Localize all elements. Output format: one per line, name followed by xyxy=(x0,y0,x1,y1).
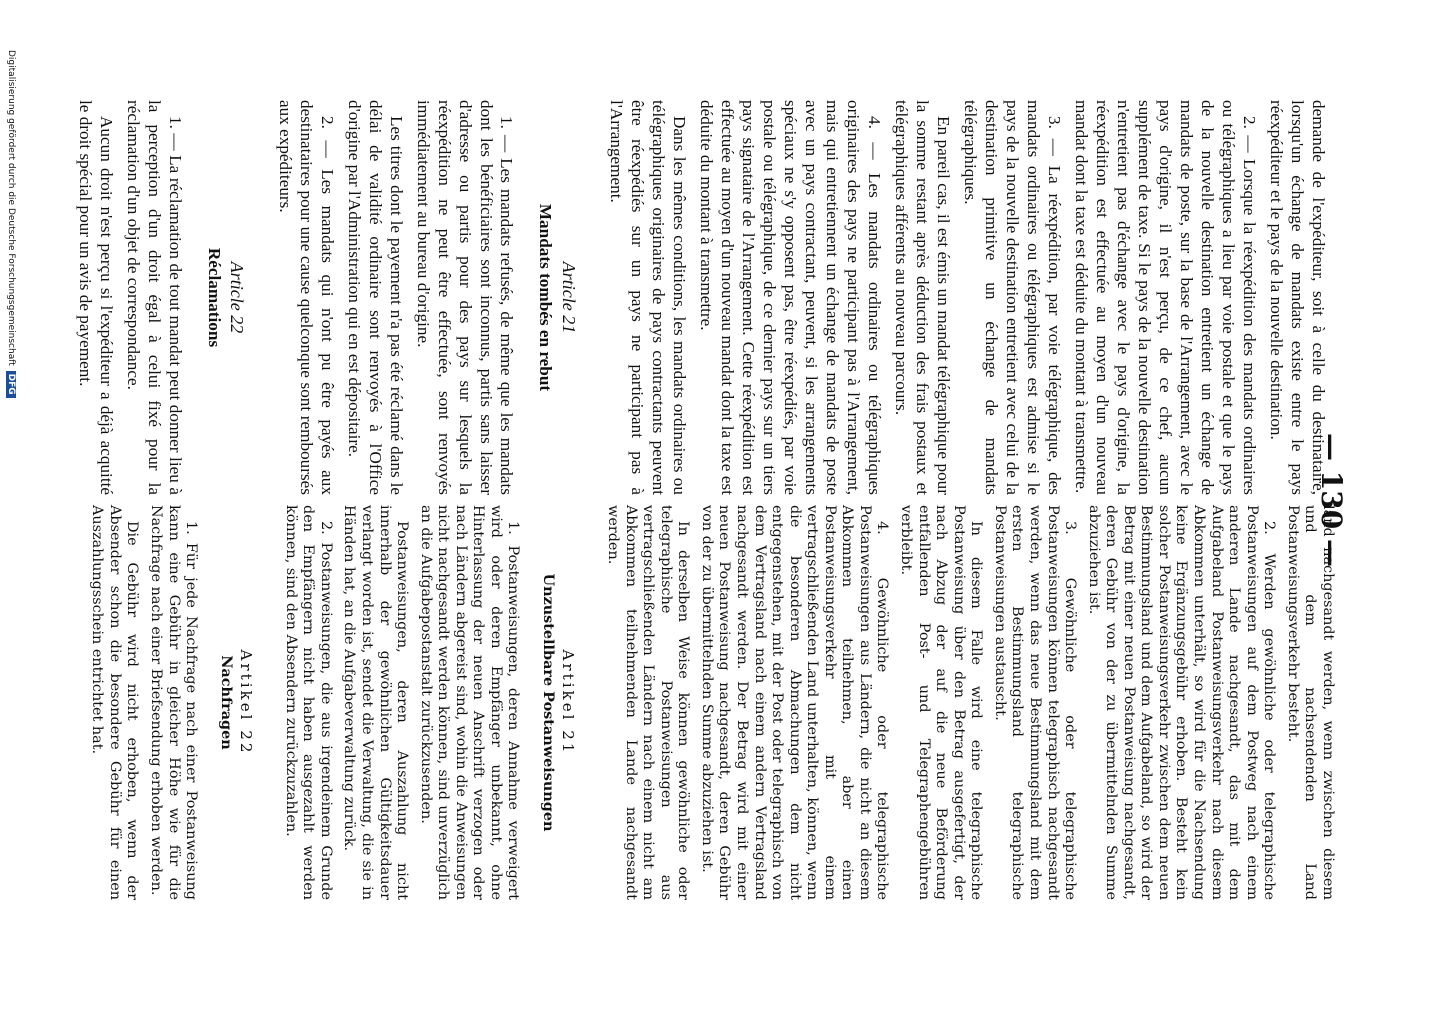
fr-article-21-title: Mandats tombés en rebut xyxy=(536,203,556,392)
fr-paragraph: 3. — La réexpédition, par voie télégraphique, des mandats ordinaires ou télégraphiques est admise si le pays de la nouvelle destination entretient avec celui de la destination primitive un échange de mandats télégraphiques. xyxy=(961,100,1065,495)
fr-article-21-heading: Article 21 xyxy=(558,261,579,334)
de-paragraph: 2. Werden gewöhnliche oder telegraphische Postanweisungen auf dem Postweg nach einem anderen Lande nachgesandt, das mit dem Aufgabeland Postanweisungsverkehr nach diesem Abkommen unterhält, so wird für die Nachsendung keine Ergänzungsgebühr erhoben. Besteht kein solcher Postanweisungsverkehr zwischen dem neuen Bestimmungsland und dem Aufgabeland, so wird der Betrag mit einer neuen Postanweisung nachgesandt, deren Gebühr von der zu übermittelnden Summe abzuziehen ist. xyxy=(1085,505,1278,900)
fr-article-22-heading: Article 22 xyxy=(226,261,247,334)
fr-paragraph: 1. — La réclamation de tout mandat peut donner lieu à la perception d'un droit égal à celui fixé pour la réclamation d'un objet de correspondance. xyxy=(123,100,185,495)
de-paragraph: 1. Für jede Nachfrage nach einer Postanweisung kann eine Gebühr in gleicher Höhe wie für die Nachfrage nach einer Briefsendung erhoben werden. xyxy=(148,505,200,900)
fr-paragraph: demande de l'expéditeur, soit à celle du destinataire, lorsqu'un échange de mandats existe entre le pays réexpéditeur et le pays de la nouvelle destination. xyxy=(1267,100,1328,495)
de-paragraph: 3. Gewöhnliche oder telegraphische Postanweisungen können telegraphisch nachgesandt werden, wenn das neue Bestimmungsland mit dem ersten Bestimmungsland telegraphische Postanweisungen austauscht. xyxy=(991,505,1079,900)
de-article-21-heading: Artikel 21 xyxy=(559,649,578,756)
fr-paragraph: 2. — Les mandats qui n'ont pu être payés aux destinataires pour une cause quelconque sont remboursés aux expéditeurs. xyxy=(275,100,337,495)
dfg-logo: DFG xyxy=(6,371,16,398)
credit-text: Digitalisierung gefördert durch die Deutsche Forschungsgemeinschaft xyxy=(6,50,16,366)
fr-paragraph: 2. — Lorsque la réexpédition des mandats ordinaires ou télégraphiques a lieu par voie postale et que le pays de la nouvelle destination entretient un échange de mandats de poste, sur la base de l'Arrangement, avec le pays d'origine, il n'est perçu, de ce chef, aucun supplément de taxe. Si le pays de la nouvelle destination n'entretient pas d'échange avec le pays d'origine, la réexpédition est effectuée au moyen d'un nouveau mandat dont la taxe est déduite du montant à transmettre. xyxy=(1072,100,1260,495)
de-article-22-title: Nachfragen xyxy=(217,655,235,750)
fr-paragraph: 1. — Les mandats refusés, de même que les mandats dont les bénéficiaires sont inconnus, partis sans laisser d'adresse ou partis pour des pays sur lesquels la réexpédition ne peut être effectuée, sont renvoyés immédiatement au bureau d'origine. xyxy=(413,100,517,495)
de-paragraph: 1. Postanweisungen, deren Annahme verweigert wird oder deren Empfänger unbekannt, ohne Hinterlassung der neuen Anschrift verzogen oder nach Ländern abgereist sind, wohin die Anweisungen nicht nachgesandt werden können, sind unverzüglich an die Aufgabepostanstalt zurückzusenden. xyxy=(417,505,522,900)
fr-paragraph: En pareil cas, il est émis un mandat télégraphique pour la somme restant après déduction des frais postaux et télégraphiques afférents au nouveau parcours. xyxy=(892,100,954,495)
de-paragraph: Postanweisungen, deren Auszahlung nicht innerhalb der gewöhnlichen Gültigkeitsdauer verlangt worden ist, sendet die Verwaltung, die sie in Händen hat, an die Aufgabeverwaltung zurück. xyxy=(341,505,411,900)
fr-paragraph: Aucun droit n'est perçu si l'expéditeur a déjà acquitté le droit spécial pour un avis de payement. xyxy=(75,100,116,495)
fr-paragraph: 4. — Les mandats ordinaires ou télégraphiques originaires des pays ne participant pas à l'Arrangement, mais qui entretiennent un échange de mandats de poste avec un pays contractant, peuvent, si les arrangements spéciaux ne s'y opposent pas, être réexpédiés, par voie postale ou télégraphique, de ce dernier pays sur un tiers pays signataire de l'Arrangement. Cette réexpédition est effectuée au moyen d'un nouveau mandat dont la taxe est déduite du montant à transmettre. xyxy=(697,100,885,495)
digitization-credit xyxy=(2,50,16,1010)
german-column xyxy=(82,505,1336,900)
fr-paragraph: Les titres dont le payement n'a pas été réclamé dans le délai de validité ordinaire sont renvoyés à l'Office d'origine par l'Administration qui en est dépositaire. xyxy=(344,100,406,495)
fr-paragraph: Dans les mêmes conditions, les mandats ordinaires ou télégraphiques originaires de pays contractants peuvent être réexpédiés sur un pays ne participant pas à l'Arrangement. xyxy=(607,100,690,495)
de-paragraph: land nachgesandt werden, wenn zwischen diesem und dem nachsendenden Land Postanweisungsverkehr besteht. xyxy=(1284,505,1336,900)
de-paragraph: 4. Gewöhnliche oder telegraphische Postanweisungen aus Ländern, die nicht an diesem Abkommen teilnehmen, aber einen Postanweisungsverkehr mit einem vertragschließenden Land unterhalten, können, wenn die besonderen Abmachungen dem nicht entgegenstehen, mit der Post oder telegraphisch von dem Vertragsland nach einem andern Vertragsland nachgesandt werden. Der Betrag wird mit einer neuen Postanweisung nachgesandt, deren Gebühr von der zu übermittelnden Summe abzuziehen ist. xyxy=(698,505,891,900)
de-paragraph: Die Gebühr wird nicht erhoben, wenn der Absender schon die besondere Gebühr für einen Auszahlungsschein entrichtet hat. xyxy=(89,505,141,900)
french-column xyxy=(68,100,1328,495)
de-paragraph: 2. Postanweisungen, die aus irgendeinem Grunde den Empfängern nicht haben ausgezahlt werden können, sind den Absendern zurückzuzahlen. xyxy=(282,505,334,900)
de-paragraph: In derselben Weise können gewöhnliche oder telegraphische Postanweisungen aus vertragschließenden Ländern nach einem nicht am Abkommen teilnehmenden Lande nachgesandt werden. xyxy=(605,505,692,900)
de-article-21-title: Unzustellbare Postanweisungen xyxy=(540,573,558,832)
de-paragraph: In diesem Falle wird eine telegraphische Postanweisung über den Betrag ausgefertigt, der nach Abzug der auf die neue Beförderung entfallenden Post- und Telegraphengebühren verbleibt. xyxy=(898,505,985,900)
page-number: — 130 — xyxy=(1315,433,1348,567)
fr-article-22-title: Réclamations xyxy=(204,247,224,348)
de-article-22-heading: Artikel 22 xyxy=(237,649,256,756)
